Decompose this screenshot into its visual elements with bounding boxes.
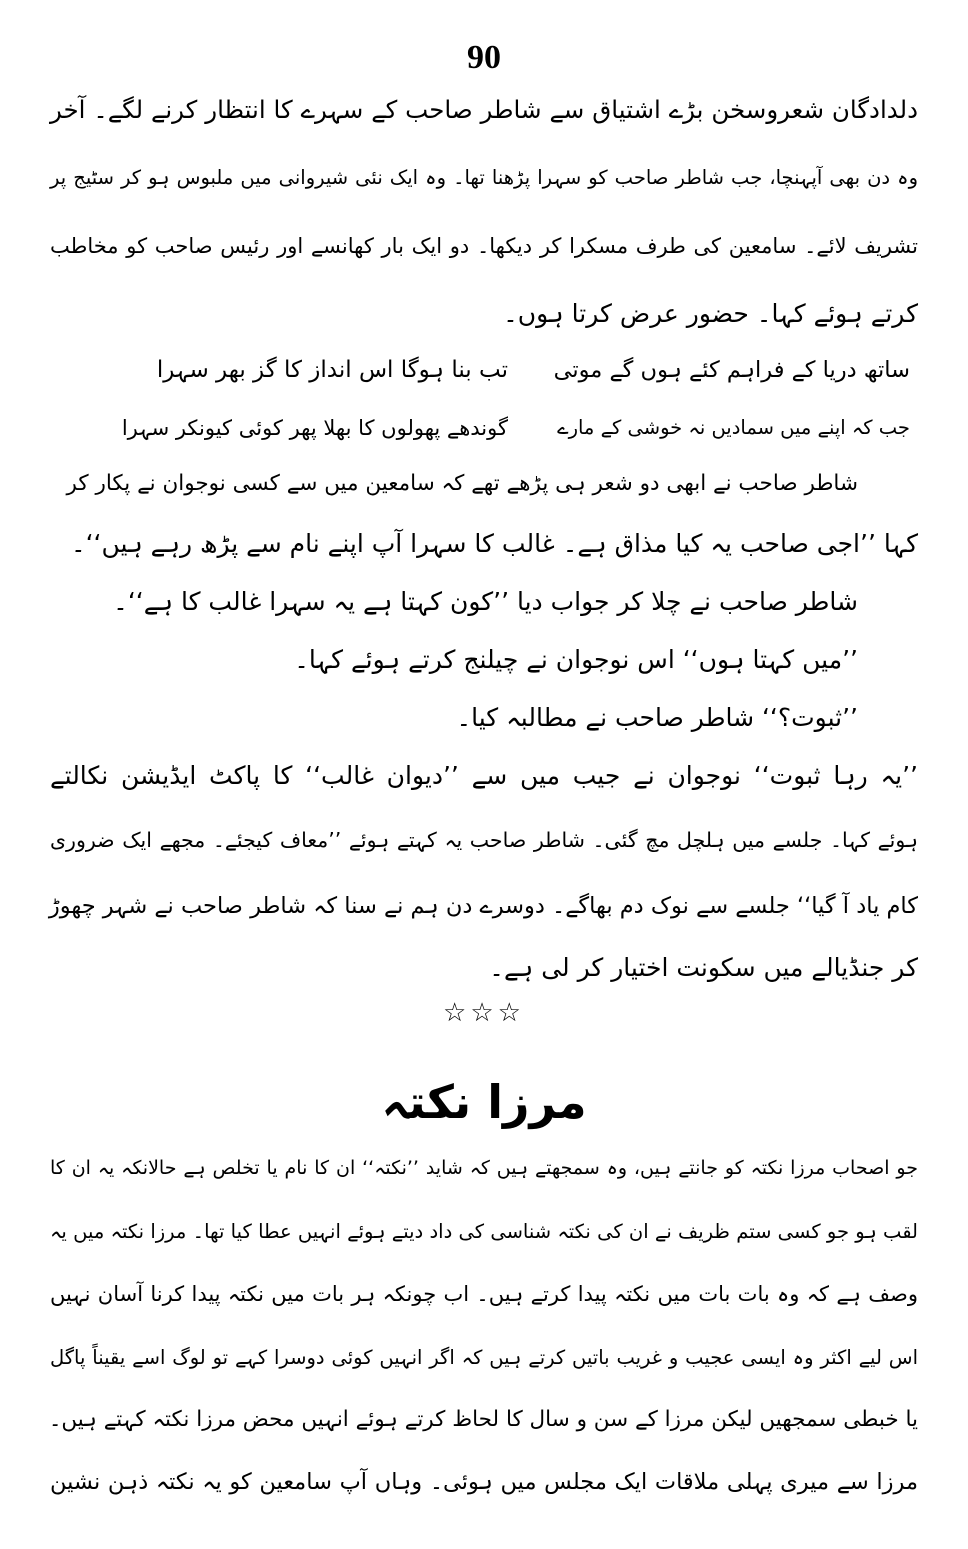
dialogue-line: ’’میں کہتا ہوں‘‘ اس نوجوان نے چیلنج کرتے ہوئے کہا۔ xyxy=(294,645,858,674)
section-separator-stars: ☆☆☆ xyxy=(443,998,525,1028)
verse-second-line: گوندھے پھولوں کا بھلا پھر کوئی کیونکر سہرا xyxy=(121,416,508,440)
page-number: 90 xyxy=(467,39,501,76)
paragraph-line: کام یاد آ گیا‘‘ جلسے سے نوک دم بھاگے۔ دوسرے دن ہم نے سنا کہ شاطر صاحب نے شہر چھوڑ xyxy=(48,893,918,919)
verse-second-line: تب بنا ہوگا اس انداز کا گز بھر سہرا xyxy=(156,357,508,383)
paragraph-line: لقب ہو جو کسی ستم ظریف نے ان کی نکتہ شناسی کی داد دیتے ہوئے انہیں عطا کیا تھا۔ مرزا نکتہ میں یہ xyxy=(50,1220,918,1243)
paragraph-line: یا خبطی سمجھیں لیکن مرزا کے سن و سال کا لحاظ کرتے ہوئے انہیں محض مرزا نکتہ کہتے ہیں۔ xyxy=(48,1407,918,1432)
dialogue-line: ’’ثبوت؟‘‘ شاطر صاحب نے مطالبہ کیا۔ xyxy=(456,703,858,732)
dialogue-line: شاطر صاحب نے چلا کر جواب دیا ’’کون کہتا ہے یہ سہرا غالب کا ہے‘‘۔ xyxy=(113,587,858,616)
paragraph-line: دلدادگان شعروسخن بڑے اشتیاق سے شاطر صاحب کے سہرے کا انتظار کرنے لگے۔ آخر xyxy=(50,95,918,124)
paragraph-line: جو اصحاب مرزا نکتہ کو جانتے ہیں، وہ سمجھتے ہیں کہ شاید ’’نکتہ‘‘ ان کا نام یا تخلص ہے حالانکہ یہ ان کا xyxy=(50,1157,918,1179)
paragraph-line: کر جنڈیالے میں سکونت اختیار کر لی ہے۔ xyxy=(489,953,918,982)
paragraph-line: ہوئے کہا۔ جلسے میں ہلچل مچ گئی۔ شاطر صاحب یہ کہتے ہوئے ’’معاف کیجئے۔ مجھے ایک ضروری xyxy=(50,828,918,852)
paragraph-line: وصف ہے کہ وہ بات بات میں نکتہ پیدا کرتے ہیں۔ اب چونکہ ہر بات میں نکتہ پیدا کرنا آسان نہیں xyxy=(50,1282,918,1306)
paragraph-line: شاطر صاحب نے ابھی دو شعر ہی پڑھے تھے کہ سامعین میں سے کسی نوجوان نے پکار کر xyxy=(66,471,858,496)
section-heading: مرزا نکتہ xyxy=(381,1075,587,1129)
verse-first-line: جب کہ اپنے میں سمادیں نہ خوشی کے مارے xyxy=(557,416,910,439)
paragraph-line: تشریف لائے۔ سامعین کی طرف مسکرا کر دیکھا۔ دو ایک بار کھانسے اور رئیس صاحب کو مخاطب xyxy=(50,234,918,258)
paragraph-line: وہ دن بھی آپہنچا، جب شاطر صاحب کو سہرا پڑھنا تھا۔ وہ ایک نئی شیروانی میں ملبوس ہو کر سٹیج پر xyxy=(50,166,918,189)
paragraph-line: کہا ’’اجی صاحب یہ کیا مذاق ہے۔ غالب کا سہرا آپ اپنے نام سے پڑھ رہے ہیں‘‘۔ xyxy=(70,529,918,558)
verse-first-line: ساتھ دریا کے فراہم کئے ہوں گے موتی xyxy=(553,357,910,383)
paragraph-line: مرزا سے میری پہلی ملاقات ایک مجلس میں ہوئی۔ وہاں آپ سامعین کو یہ نکتہ ذہن نشین xyxy=(50,1469,918,1495)
paragraph-line: کرتے ہوئے کہا۔ حضور عرض کرتا ہوں۔ xyxy=(503,299,918,328)
paragraph-line: ’’یہ رہا ثبوت‘‘ نوجوان نے جیب میں سے ’’دیوان غالب‘‘ کا پاکٹ ایڈیشن نکالتے xyxy=(50,761,918,790)
paragraph-line: اس لیے اکثر وہ ایسی عجیب و غریب باتیں کرتے ہیں کہ اگر انہیں کوئی دوسرا کہے تو لوگ اسے یقیناً پاگل xyxy=(50,1346,918,1369)
